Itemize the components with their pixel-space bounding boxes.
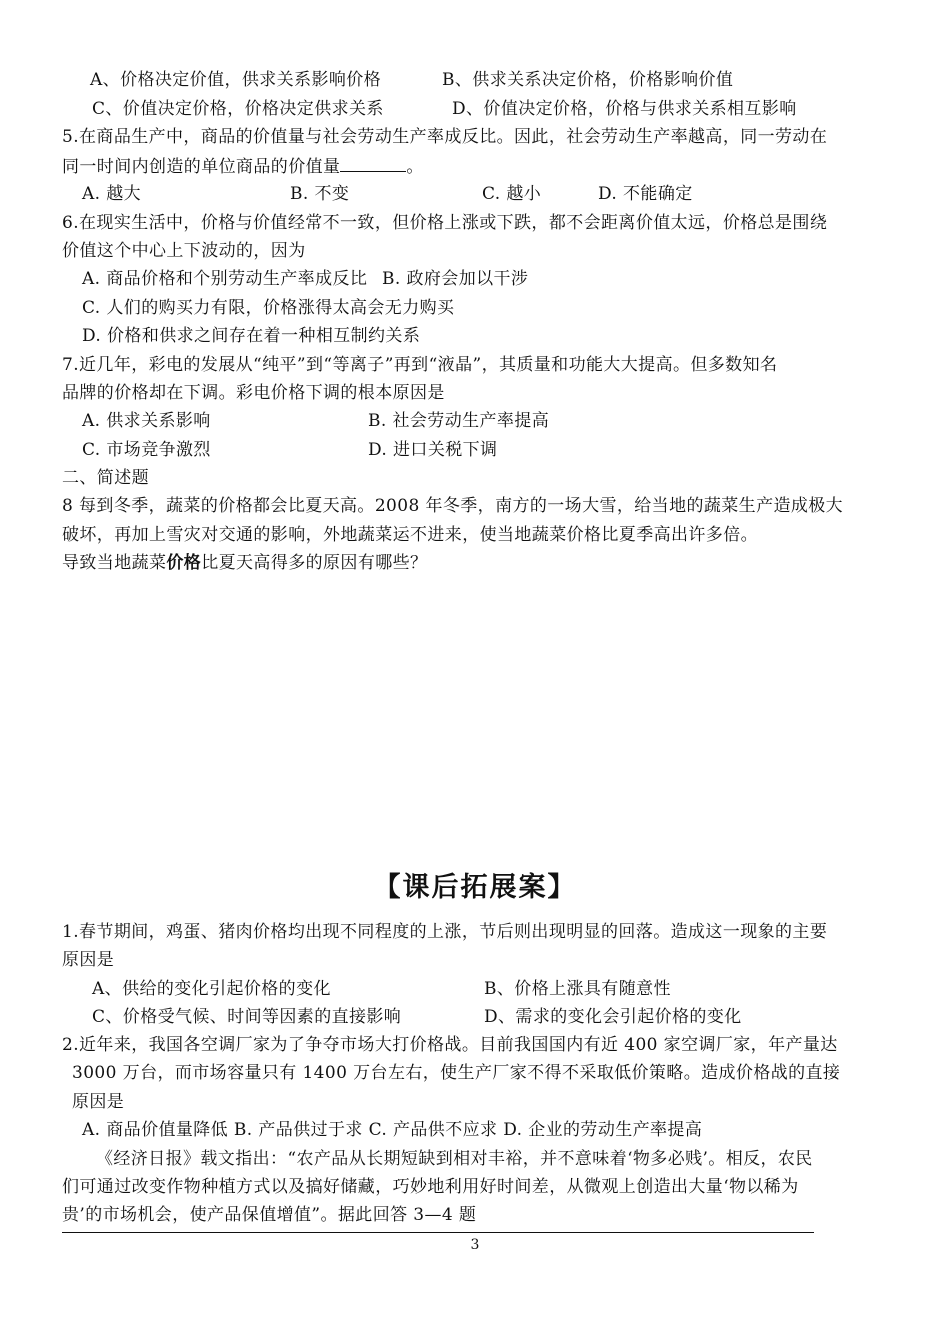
q7-option-c: C. 市场竞争激烈: [82, 440, 211, 460]
q4-option-a: A、价格决定价值，供求关系影响价格: [90, 70, 382, 90]
q8-text-line1: 8 每到冬季，蔬菜的价格都会比夏天高。2008 年冬季，南方的一场大雪，给当地的蔬菜生产造成极大: [62, 496, 844, 516]
q5-text: 同一时间内创造的单位商品的价值量: [62, 157, 341, 177]
q6-option-d: D. 价格和供求之间存在着一种相互制约关系: [82, 326, 421, 346]
q8-question: [62, 552, 427, 574]
q5-text-line1: 5.在商品生产中，商品的价值量与社会劳动生产率成反比。因此，社会劳动生产率越高，同一劳动在: [62, 127, 828, 147]
ext-q2-line1: 2.近年来，我国各空调厂家为了争夺市场大打价格战。目前我国国内有近 400 家空调厂家，年产量达: [62, 1035, 838, 1055]
q4-option-c: C、价值决定价格，价格决定供求关系: [92, 99, 384, 119]
ext-q2-options: A. 商品价值量降低 B. 产品供过于求 C. 产品供不应求 D. 企业的劳动生产率提高: [82, 1120, 703, 1140]
ext-q2-line3: 原因是: [72, 1092, 125, 1112]
footer-divider: [62, 1232, 814, 1233]
q7-option-b: B. 社会劳动生产率提高: [368, 411, 550, 431]
q6-option-b: B. 政府会加以干涉: [382, 269, 529, 289]
q6-option-c: C. 人们的购买力有限，价格涨得太高会无力购买: [82, 298, 455, 318]
q7-text-line2: 品牌的价格却在下调。彩电价格下调的根本原因是: [62, 383, 445, 403]
answer-blank: [340, 155, 406, 172]
ext-q1-line2: 原因是: [62, 950, 115, 970]
q5-text-line2: [62, 155, 424, 178]
q5-period: 。: [406, 157, 424, 177]
q4-option-b: B、供求关系决定价格，价格影响价值: [442, 70, 734, 90]
section-title: 【课后拓展案】: [373, 872, 577, 903]
q6-text-line2: 价值这个中心上下波动的，因为: [62, 241, 306, 261]
ext-q1-option-a: A、供给的变化引起价格的变化: [92, 979, 331, 999]
ext-q2-line2: 3000 万台，而市场容量只有 1400 万台左右，使生产厂家不得不采取低价策略。造成价格战的直接: [72, 1063, 841, 1083]
q8-question-bold: 价格: [166, 553, 202, 573]
passage-line1: 《经济日报》载文指出：“农产品从长期短缺到相对丰裕，并不意味着‘物多必贱’。相反，农民: [96, 1149, 813, 1169]
ext-q1-line1: 1.春节期间，鸡蛋、猪肉价格均出现不同程度的上涨，节后则出现明显的回落。造成这一现象的主要: [62, 922, 828, 942]
q8-text-line2: 破坏，再加上雪灾对交通的影响，外地蔬菜运不进来，使当地蔬菜价格比夏季高出许多倍。: [62, 525, 758, 545]
ext-q1-option-c: C、价格受气候、时间等因素的直接影响: [92, 1007, 402, 1027]
q5-option-d: D. 不能确定: [598, 184, 693, 204]
passage-line2: 们可通过改变作物种植方式以及搞好储藏，巧妙地利用好时间差，从微观上创造出大量‘物以稀为: [62, 1177, 799, 1197]
q7-option-d: D. 进口关税下调: [368, 440, 498, 460]
ext-q1-option-b: B、价格上涨具有随意性: [484, 979, 671, 999]
q5-option-a: A. 越大: [82, 184, 142, 204]
q8-question-post: 比夏天高得多的原因有哪些？: [201, 553, 428, 573]
passage-line3: 贵’的市场机会，使产品保值增值”。据此回答 3—4 题: [62, 1205, 477, 1225]
q7-text-line1: 7.近几年，彩电的发展从“纯平”到“等离子”再到“液晶”，其质量和功能大大提高。但多数知名: [62, 355, 778, 375]
q5-option-c: C. 越小: [482, 184, 542, 204]
q8-question-pre: 导致当地蔬菜: [62, 553, 167, 573]
q7-option-a: A. 供求关系影响: [82, 411, 211, 431]
q5-option-b: B. 不变: [290, 184, 350, 204]
q6-option-a: A. 商品价格和个别劳动生产率成反比: [82, 269, 368, 289]
section-heading: 二、简述题: [62, 468, 149, 488]
page-number: 3: [470, 1237, 480, 1253]
ext-q1-option-d: D、需求的变化会引起价格的变化: [484, 1007, 742, 1027]
q6-text-line1: 6.在现实生活中，价格与价值经常不一致，但价格上涨或下跌，都不会距离价值太远，价格总是围绕: [62, 213, 828, 233]
q4-option-d: D、价值决定价格，价格与供求关系相互影响: [452, 99, 797, 119]
